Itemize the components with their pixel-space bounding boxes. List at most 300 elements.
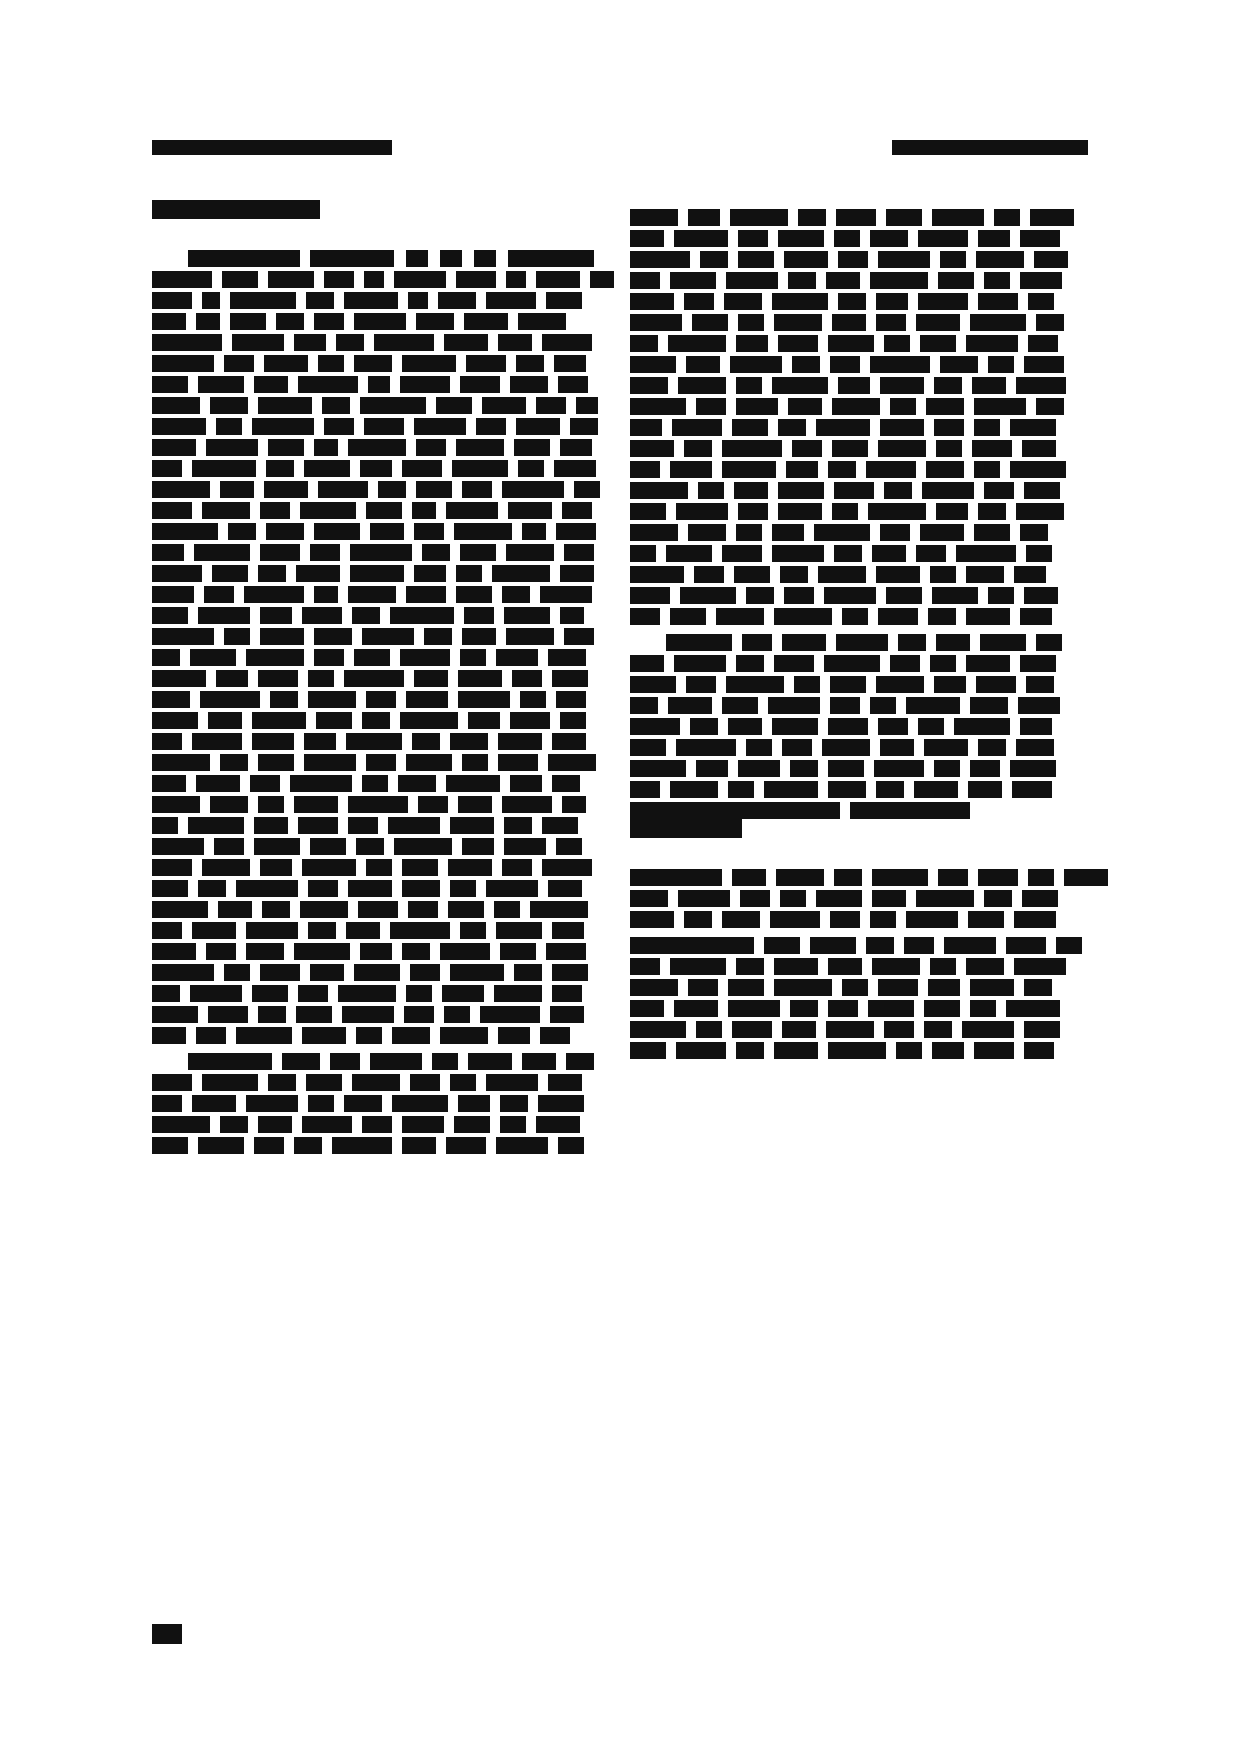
word-space [284, 1128, 294, 1145]
word-space [996, 991, 1006, 1008]
word-space [422, 1044, 432, 1061]
word-space [686, 751, 696, 768]
redacted-text-line [152, 493, 592, 510]
word-space [826, 200, 836, 217]
word-space [964, 389, 974, 406]
redacted-text-line [630, 305, 1070, 322]
redaction-bar [236, 1027, 292, 1044]
word-space [248, 1107, 258, 1124]
word-space [554, 535, 564, 552]
word-space [728, 751, 738, 768]
word-space [210, 745, 220, 762]
word-space [364, 325, 374, 342]
word-space [706, 599, 716, 616]
word-space [520, 892, 530, 909]
redacted-text-line [630, 772, 1070, 789]
word-space [918, 599, 928, 616]
word-space [488, 745, 498, 762]
word-space [772, 1012, 782, 1029]
word-space [910, 515, 920, 532]
word-space [922, 1033, 932, 1050]
word-space [202, 556, 212, 573]
word-space [348, 892, 358, 909]
word-space [922, 578, 932, 595]
word-space [886, 1033, 896, 1050]
word-space [490, 1107, 500, 1124]
word-space [678, 970, 688, 987]
word-space [304, 640, 314, 657]
redaction-bar [1012, 781, 1052, 798]
redaction-bar [1020, 608, 1052, 625]
redacted-text-line [630, 730, 1070, 747]
word-space [510, 682, 520, 699]
word-space [188, 1128, 198, 1145]
word-space [286, 556, 296, 573]
word-space [660, 599, 670, 616]
word-space [1012, 431, 1022, 448]
word-space [1000, 751, 1010, 768]
word-space [966, 667, 976, 684]
word-space [866, 772, 876, 789]
word-space [1014, 578, 1024, 595]
redacted-text-line [630, 751, 1070, 768]
redaction-bar [774, 608, 832, 625]
word-space [382, 1018, 392, 1035]
word-space [428, 241, 440, 258]
word-space [720, 200, 730, 217]
redaction-bar [630, 608, 660, 625]
word-space [442, 451, 452, 468]
word-space [928, 263, 938, 280]
word-space [284, 787, 294, 804]
word-space [452, 619, 462, 636]
redacted-text-line [630, 902, 1070, 919]
redacted-text-line [630, 860, 1070, 877]
word-space [392, 1128, 402, 1145]
word-space [870, 368, 880, 385]
word-space [390, 703, 400, 720]
word-space [1046, 928, 1056, 945]
word-space [780, 751, 790, 768]
word-space [762, 536, 772, 553]
word-space [726, 368, 736, 385]
word-space [542, 955, 552, 972]
word-space [358, 367, 368, 384]
word-space [288, 367, 298, 384]
word-space [452, 829, 462, 846]
redaction-bar [842, 608, 868, 625]
word-space [956, 949, 966, 966]
word-space [400, 1065, 410, 1082]
word-space [926, 431, 936, 448]
word-space [946, 536, 956, 553]
word-space [712, 431, 722, 448]
word-space [486, 913, 496, 930]
word-space [960, 751, 970, 768]
word-space [390, 640, 400, 657]
word-space [908, 221, 918, 238]
word-space [392, 934, 402, 951]
word-space [512, 1044, 522, 1061]
word-space [812, 730, 822, 747]
word-space [822, 494, 832, 511]
word-space [804, 515, 814, 532]
redaction-bar [966, 608, 1010, 625]
word-space [964, 515, 974, 532]
word-space [338, 787, 348, 804]
word-space [292, 1018, 302, 1035]
redaction-bar [670, 608, 706, 625]
word-space [476, 1065, 486, 1082]
word-space [688, 473, 698, 490]
word-space [762, 284, 772, 301]
redaction-bar [770, 911, 820, 928]
redacted-text-line [630, 536, 1070, 553]
redacted-text-line [630, 688, 1070, 705]
word-space [434, 997, 444, 1014]
word-space [774, 578, 784, 595]
word-space [666, 730, 676, 747]
word-space [298, 682, 308, 699]
word-space [440, 955, 450, 972]
word-space [956, 646, 966, 663]
word-space [214, 346, 224, 363]
word-space [352, 703, 362, 720]
word-space [556, 1044, 566, 1061]
word-space [344, 955, 354, 972]
word-space [290, 493, 300, 510]
word-space [428, 283, 438, 300]
right-column [630, 200, 1070, 1059]
word-space [220, 304, 230, 321]
redacted-text-line [152, 787, 592, 804]
word-space [488, 724, 498, 741]
redaction-bar [630, 819, 742, 838]
redaction-bar [684, 911, 712, 928]
word-space [874, 326, 884, 343]
word-space [862, 536, 872, 553]
redacted-text-line [152, 913, 592, 930]
word-space [338, 871, 348, 888]
redacted-text-line [152, 304, 592, 321]
word-space [864, 751, 874, 768]
word-space [240, 766, 250, 783]
redaction-bar [676, 1042, 726, 1059]
redaction-bar [630, 1042, 666, 1059]
word-space [236, 1086, 246, 1103]
redaction-bar [1014, 911, 1056, 928]
word-space [414, 619, 424, 636]
word-space [552, 787, 562, 804]
word-space [880, 389, 890, 406]
word-space [962, 431, 972, 448]
word-space [1004, 902, 1014, 919]
word-space [188, 598, 198, 615]
word-space [396, 577, 406, 594]
redacted-text-line [152, 661, 592, 678]
word-space [728, 494, 738, 511]
word-space [242, 409, 252, 426]
word-space [1010, 515, 1020, 532]
word-space [292, 598, 302, 615]
word-space [762, 368, 772, 385]
redaction-bar [332, 1137, 392, 1154]
word-space [956, 599, 966, 616]
word-space [530, 1018, 540, 1035]
word-space [436, 1128, 446, 1145]
word-space [440, 1065, 450, 1082]
redacted-text-line [152, 619, 592, 636]
word-space [308, 346, 318, 363]
word-space [874, 1012, 884, 1029]
word-space [462, 241, 474, 258]
word-space [446, 262, 456, 279]
word-space [754, 772, 764, 789]
word-space [396, 745, 406, 762]
word-space [770, 557, 780, 574]
word-space [926, 625, 936, 642]
redacted-text-line [152, 367, 592, 384]
word-space [1006, 494, 1016, 511]
word-space [888, 625, 898, 642]
word-space [292, 850, 302, 867]
redacted-text-line [152, 703, 592, 720]
word-space [930, 347, 940, 364]
word-space [392, 346, 402, 363]
redacted-text-line [630, 494, 1070, 511]
word-space [722, 410, 732, 427]
redacted-text-line [630, 1012, 1070, 1029]
word-space [180, 640, 190, 657]
word-space [662, 410, 672, 427]
word-space [508, 451, 518, 468]
word-space [450, 535, 460, 552]
word-space [764, 970, 774, 987]
word-space [550, 703, 560, 720]
redaction-bar [896, 1042, 922, 1059]
redacted-text-line [152, 1018, 592, 1035]
word-space [1000, 410, 1010, 427]
word-space [862, 949, 872, 966]
word-space [682, 305, 692, 322]
word-space [394, 997, 404, 1014]
word-space [476, 871, 486, 888]
word-space [326, 325, 336, 342]
word-space [244, 808, 254, 825]
word-space [664, 221, 674, 238]
redacted-text-line [630, 667, 1070, 684]
redacted-text-line [152, 808, 592, 825]
word-space [530, 577, 540, 594]
word-space [336, 724, 346, 741]
word-space [284, 934, 294, 951]
redaction-bar [540, 1027, 570, 1044]
word-space [490, 1086, 500, 1103]
redacted-text-line [152, 871, 592, 888]
redacted-text-line [152, 997, 592, 1014]
word-space [404, 514, 414, 531]
word-space [186, 1018, 196, 1035]
word-space [968, 221, 978, 238]
redacted-text-line [630, 326, 1070, 343]
redaction-bar [302, 1027, 346, 1044]
word-space [186, 766, 196, 783]
redaction-bar [968, 781, 1002, 798]
word-space [308, 472, 318, 489]
word-space [860, 263, 870, 280]
word-space [294, 724, 304, 741]
word-space [222, 325, 232, 342]
word-space [772, 730, 782, 747]
redacted-text-line [152, 745, 592, 762]
word-space [200, 388, 210, 405]
word-space [298, 871, 308, 888]
word-space [248, 787, 258, 804]
redaction-bar [870, 911, 896, 928]
word-space [674, 431, 684, 448]
word-space [346, 829, 356, 846]
word-space [1014, 1033, 1024, 1050]
word-space [360, 1044, 370, 1061]
word-space [220, 283, 230, 300]
word-space [964, 410, 974, 427]
redaction-bar [878, 608, 918, 625]
word-space [1024, 242, 1034, 259]
word-space [718, 970, 728, 987]
word-space [242, 724, 252, 741]
word-space [560, 409, 570, 426]
word-space [1000, 452, 1010, 469]
word-space [536, 934, 546, 951]
word-space [304, 430, 314, 447]
word-space [664, 991, 674, 1008]
redaction-bar [254, 1137, 284, 1154]
redaction-bar [590, 271, 614, 288]
word-space [764, 949, 774, 966]
word-space [674, 284, 684, 301]
word-space [250, 955, 260, 972]
word-space [1010, 646, 1020, 663]
word-space [304, 619, 314, 636]
word-space [304, 577, 314, 594]
word-space [660, 263, 670, 280]
word-space [1014, 347, 1024, 364]
word-space [766, 860, 776, 877]
word-space [1010, 599, 1020, 616]
word-space [438, 850, 448, 867]
word-space [930, 242, 940, 259]
word-space [870, 730, 880, 747]
word-space [660, 772, 670, 789]
word-space [426, 388, 436, 405]
word-space [788, 200, 798, 217]
word-space [250, 535, 260, 552]
word-space [404, 409, 414, 426]
word-space [256, 514, 266, 531]
word-space [244, 367, 254, 384]
redaction-bar [630, 802, 840, 819]
word-space [874, 473, 884, 490]
word-space [718, 991, 728, 1008]
redacted-text-line [630, 578, 1070, 595]
word-space [762, 709, 772, 726]
word-space [1014, 970, 1024, 987]
redacted-text-line [630, 473, 1070, 490]
word-space [192, 493, 202, 510]
word-space [806, 410, 816, 427]
redaction-bar [906, 911, 958, 928]
word-space [970, 625, 980, 642]
word-space [1018, 860, 1028, 877]
redacted-text-line [630, 646, 1070, 663]
redaction-bar [1064, 869, 1108, 886]
word-space [928, 860, 938, 877]
word-space [182, 724, 192, 741]
word-space [334, 661, 344, 678]
word-space [356, 493, 366, 510]
redacted-text-line [152, 409, 592, 426]
word-space [342, 598, 352, 615]
redacted-text-line [152, 892, 592, 909]
word-space [566, 388, 576, 405]
word-space [438, 892, 448, 909]
word-space [458, 703, 468, 720]
word-space [716, 263, 726, 280]
word-space [352, 766, 362, 783]
redacted-text-line [152, 472, 592, 489]
redaction-bar [558, 1137, 584, 1154]
word-space [856, 452, 866, 469]
redacted-paragraph [152, 1044, 592, 1145]
redacted-text-line [630, 431, 1070, 448]
word-space [866, 305, 876, 322]
word-space [512, 514, 522, 531]
word-space [320, 1044, 330, 1061]
word-space [412, 535, 422, 552]
word-space [960, 305, 970, 322]
word-space [730, 881, 740, 898]
word-space [542, 913, 552, 930]
word-space [322, 1128, 332, 1145]
word-space [958, 902, 968, 919]
word-space [206, 661, 216, 678]
word-space [214, 619, 224, 636]
left-column [152, 200, 592, 1154]
word-space [868, 970, 878, 987]
word-space [758, 688, 768, 705]
word-space [396, 682, 406, 699]
word-space [926, 494, 936, 511]
word-space [808, 557, 818, 574]
word-space [712, 452, 722, 469]
word-space [718, 709, 728, 726]
word-space [658, 688, 668, 705]
word-space [444, 514, 454, 531]
redaction-bar [152, 1027, 186, 1044]
word-space [764, 305, 774, 322]
word-space [242, 703, 252, 720]
redaction-bar [152, 1137, 188, 1154]
word-space [398, 892, 408, 909]
word-space [398, 283, 408, 300]
word-space [962, 368, 972, 385]
redacted-text-line [630, 410, 1070, 427]
word-space [284, 325, 294, 342]
redacted-text-line [630, 599, 1070, 616]
word-space [1004, 949, 1014, 966]
word-space [506, 409, 516, 426]
word-space [860, 221, 870, 238]
